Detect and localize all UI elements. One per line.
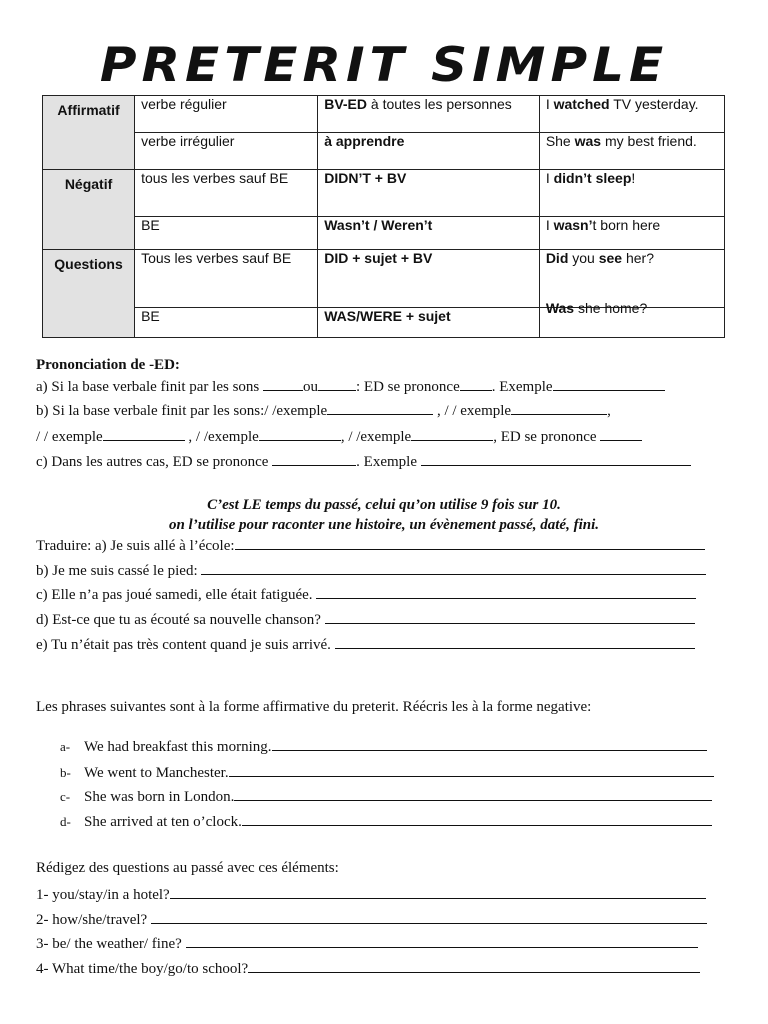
table-cell: Wasn’t / Weren’t [318,217,540,250]
table-cell: tous les verbes sauf BE [135,170,318,217]
blank-field[interactable] [421,453,691,466]
table-cell: DIDN’T + BV [318,170,540,217]
answer-line[interactable] [151,911,707,924]
negative-item: c- She was born in London. [60,788,712,806]
answer-line[interactable] [234,788,712,801]
answer-line[interactable] [170,886,706,899]
table-cell: I didn’t sleep! [539,170,724,217]
table-cell: BE [135,217,318,250]
intro-line-1: C’est LE temps du passé, celui qu’on utilise 9 fois sur 10. [207,497,561,513]
prononciation-heading: Prononciation de -ED: [36,357,180,373]
question-item: 1- you/stay/in a hotel? [36,886,706,904]
blank-field[interactable] [327,402,433,415]
table-cell: verbe régulier [135,96,318,133]
table-row [43,96,725,133]
blank-field[interactable] [460,378,492,391]
traduire-d: d) Est-ce que tu as écouté sa nouvelle chanson? [36,611,695,629]
blank-field[interactable] [600,428,642,441]
table-cell: She was my best friend. [539,133,724,170]
table-cell: Tous les verbes sauf BE [135,250,318,308]
questions-instruction: Rédigez des questions au passé avec ces éléments: [36,860,339,876]
answer-line[interactable] [201,562,706,575]
answer-line[interactable] [325,611,695,624]
prononciation-b-cont: / / exemple , / /exemple , / /exemple , ED se prononce [36,428,642,446]
negative-item: a- We had breakfast this morning. [60,738,707,756]
grammar-table [42,95,725,338]
traduire-c: c) Elle n’a pas joué samedi, elle était fatiguée. [36,586,696,604]
table-cell: BE [135,308,318,338]
table-cell: DID + sujet + BV [318,250,540,308]
table-row [43,170,725,217]
row-head-questions: Questions [43,250,135,338]
question-item: 2- how/she/travel? [36,911,707,929]
table-cell: BV-ED à toutes les personnes [318,96,540,133]
question-item: 4- What time/the boy/go/to school? [36,960,700,978]
page-title: PRETERIT SIMPLE [99,37,669,93]
table-cell: Was she home? [539,308,724,338]
blank-field[interactable] [411,428,493,441]
blank-field[interactable] [263,378,303,391]
prononciation-c: c) Dans les autres cas, ED se prononce . Exemple [36,453,691,471]
table-row [43,308,725,338]
answer-line[interactable] [229,764,714,777]
table-cell: à apprendre [318,133,540,170]
answer-line[interactable] [242,813,712,826]
prononciation-b: b) Si la base verbale finit par les sons:/ /exemple , / / exemple , [36,403,611,419]
table-row [43,250,725,308]
row-head-negatif: Négatif [43,170,135,250]
intro-line-2: on l’utilise pour raconter une histoire, un évènement passé, daté, fini. [168,517,600,533]
negative-item: d- She arrived at ten o’clock. [60,813,712,831]
negative-item: b- We went to Manchester. [60,764,714,782]
row-head-affirmatif: Affirmatif [43,96,135,170]
table-cell: Did you see her? [539,250,724,308]
traduire-e: e) Tu n’était pas très content quand je suis arrivé. [36,636,695,654]
table-row [43,133,725,170]
traduire-b: b) Je me suis cassé le pied: [36,562,706,580]
question-item: 3- be/ the weather/ fine? [36,935,698,953]
table-cell: verbe irrégulier [135,133,318,170]
table-cell: WAS/WERE + sujet [318,308,540,338]
answer-line[interactable] [248,960,700,973]
table-cell: I watched TV yesterday. [539,96,724,133]
answer-line[interactable] [272,738,707,751]
answer-line[interactable] [186,935,698,948]
blank-field[interactable] [103,428,185,441]
traduire-a: Traduire: a) Je suis allé à l’école: [36,537,705,555]
blank-field[interactable] [511,402,607,415]
negative-instruction: Les phrases suivantes sont à la forme affirmative du preterit. Réécris les à la forme negative: [36,699,592,715]
blank-field[interactable] [553,378,665,391]
answer-line[interactable] [316,586,696,599]
table-cell: I wasn’t born here [539,217,724,250]
blank-field[interactable] [259,428,341,441]
answer-line[interactable] [235,537,705,550]
answer-line[interactable] [335,636,695,649]
blank-field[interactable] [272,453,356,466]
table-row [43,217,725,250]
prononciation-a: a) Si la base verbale finit par les sons ou : ED se prononce . Exemple [36,378,665,396]
blank-field[interactable] [318,378,356,391]
